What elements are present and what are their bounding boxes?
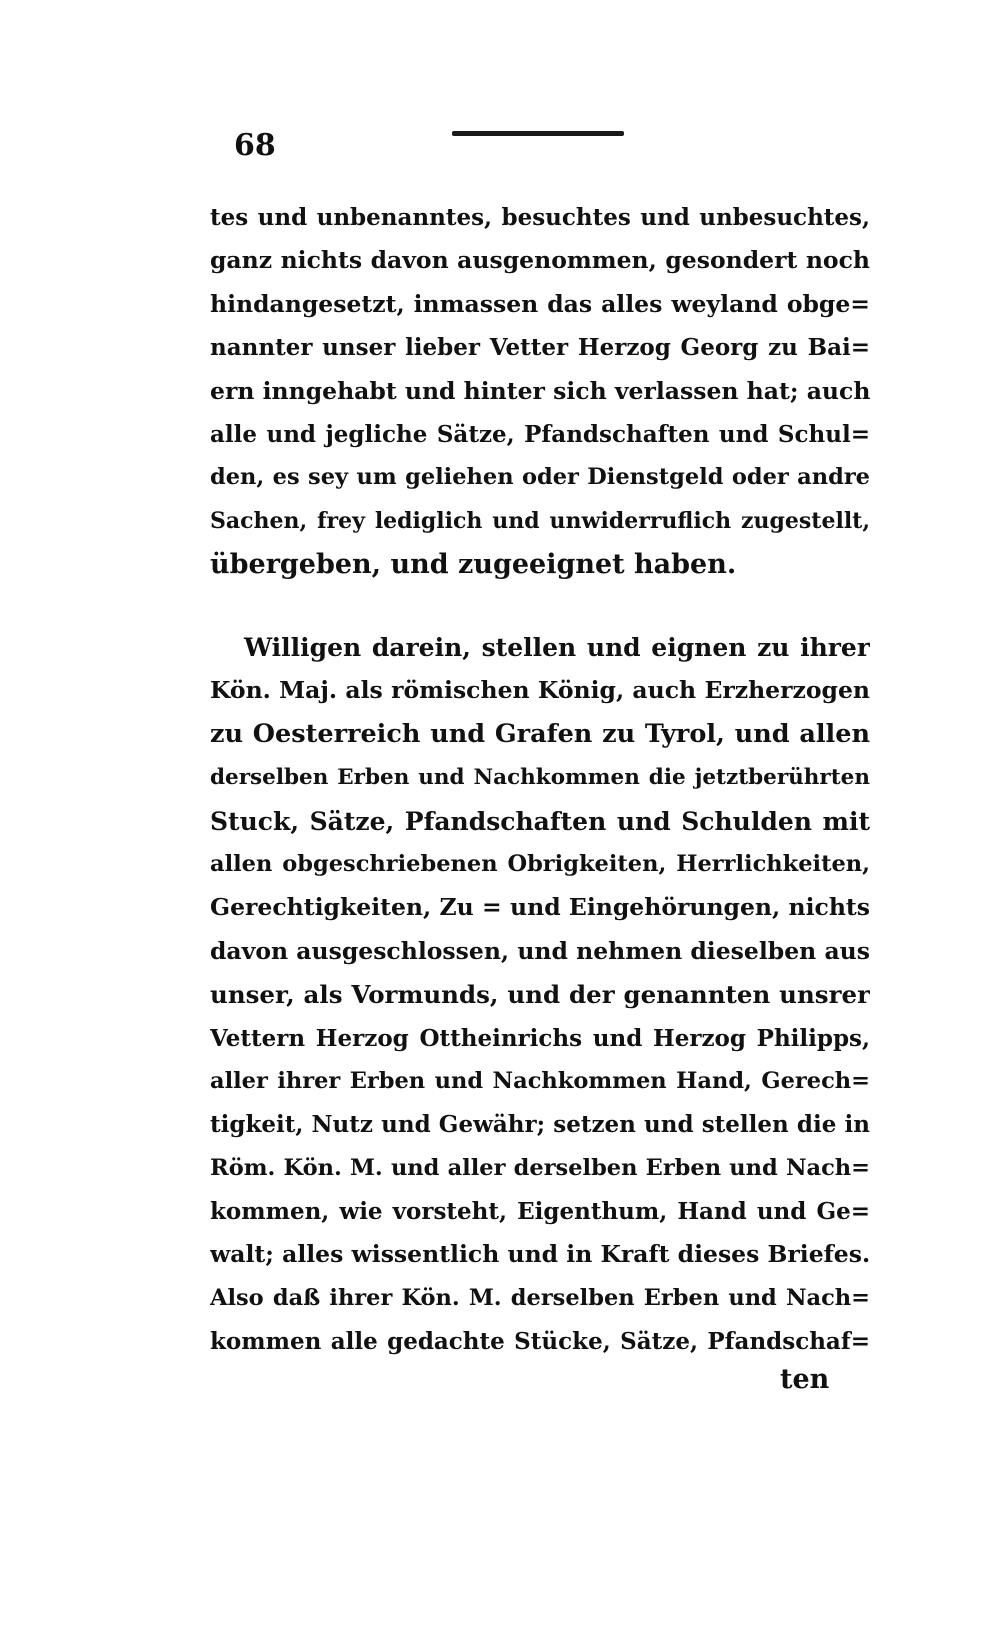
paragraph-2 bbox=[210, 626, 870, 1364]
text-line: allen obgeschriebenen Obrigkeiten, Herrlichkeiten, bbox=[210, 850, 870, 877]
text-line: unser, als Vormunds, und der genannten unsrer bbox=[210, 980, 870, 1010]
text-line: Vettern Herzog Ottheinrichs und Herzog Philipps, bbox=[210, 1024, 870, 1052]
text-line: walt; alles wissentlich und in Kraft dieses Briefes. bbox=[210, 1240, 870, 1269]
text-line: Röm. Kön. M. und aller derselben Erben und Nach= bbox=[210, 1154, 870, 1181]
text-line: Sachen, frey lediglich und unwiderruflich zugestellt, bbox=[210, 507, 870, 534]
text-line: davon ausgeschlossen, und nehmen dieselben aus bbox=[210, 936, 870, 965]
text-line: ern inngehabt und hinter sich verlassen hat; auch bbox=[210, 376, 870, 405]
header-rule bbox=[452, 131, 624, 136]
text-line: tes und unbenanntes, besuchtes und unbesuchtes, bbox=[210, 204, 870, 231]
text-line: den, es sey um geliehen oder Dienstgeld oder andre bbox=[210, 464, 870, 491]
text-line: Stuck, Sätze, Pfandschaften und Schulden mit bbox=[210, 806, 870, 836]
text-line: ganz nichts davon ausgenommen, gesondert noch bbox=[210, 246, 870, 275]
text-line: zu Oesterreich und Grafen zu Tyrol, und allen bbox=[210, 718, 870, 749]
text-line: kommen, wie vorsteht, Eigenthum, Hand und Ge= bbox=[210, 1198, 870, 1226]
text-line: Kön. Maj. als römischen König, auch Erzherzogen bbox=[210, 676, 870, 705]
page-number: 68 bbox=[234, 128, 276, 163]
text-line: alle und jegliche Sätze, Pfandschaften und Schul= bbox=[210, 420, 870, 448]
text-line: aller ihrer Erben und Nachkommen Hand, Gerech= bbox=[210, 1067, 870, 1094]
text-line: Also daß ihrer Kön. M. derselben Erben und Nach= bbox=[210, 1284, 870, 1311]
text-line: übergeben, und zugeeignet haben. bbox=[210, 549, 737, 581]
text-line: kommen alle gedachte Stücke, Sätze, Pfandschaf= bbox=[210, 1328, 870, 1356]
text-line: tigkeit, Nutz und Gewähr; setzen und stellen die in bbox=[210, 1111, 870, 1139]
text-line-indented: Willigen darein, stellen und eignen zu ihrer bbox=[244, 633, 870, 662]
text-line: derselben Erben und Nachkommen die jetztberührten bbox=[210, 765, 870, 791]
text-line: Gerechtigkeiten, Zu = und Eingehörungen, nichts bbox=[210, 893, 870, 922]
text-line: hindangesetzt, inmassen das alles weyland obge= bbox=[210, 289, 870, 318]
paragraph-1 bbox=[210, 196, 870, 587]
catchword: ten bbox=[780, 1364, 830, 1395]
text-line: nannter unser lieber Vetter Herzog Georg zu Bai= bbox=[210, 334, 870, 362]
